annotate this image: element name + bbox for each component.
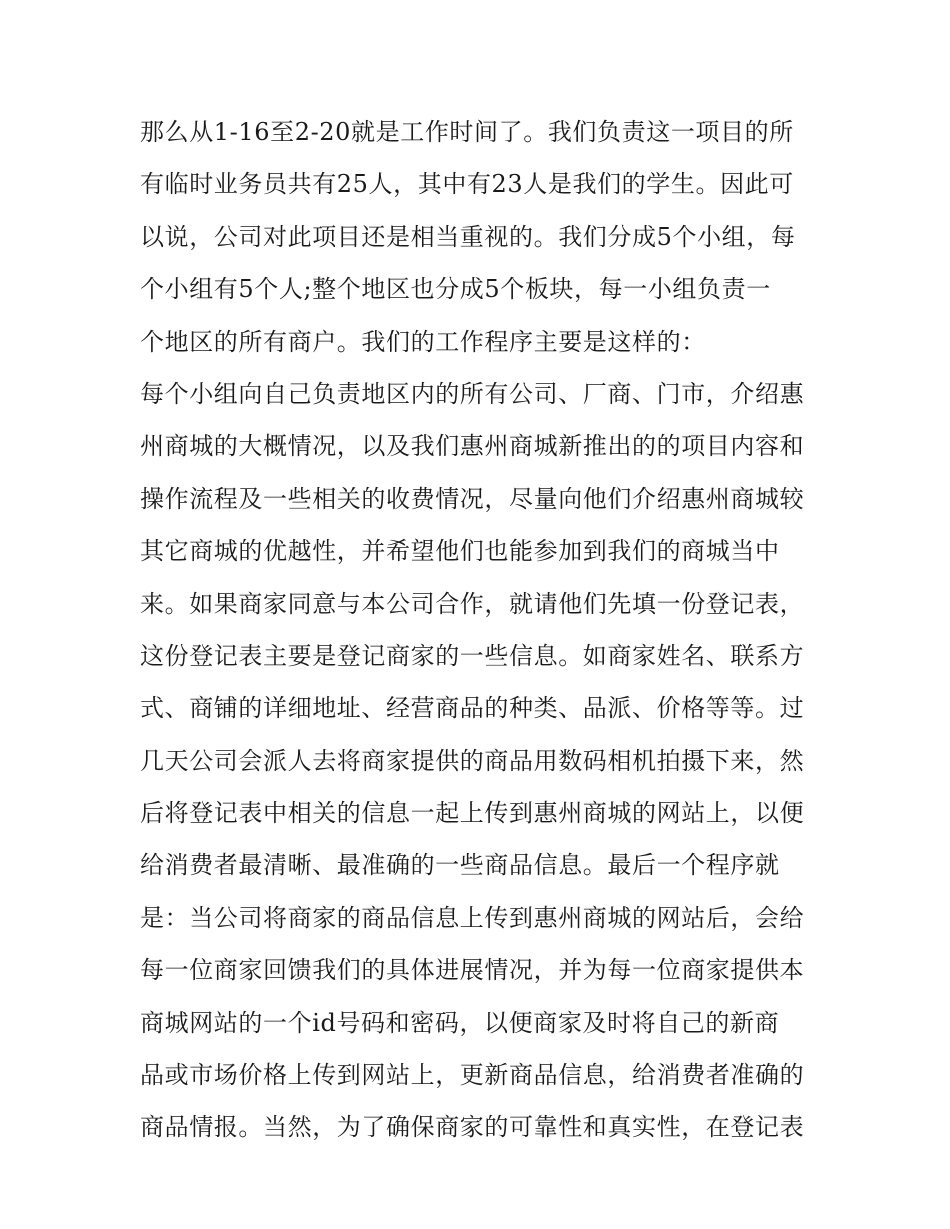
text-line: 商城网站的一个id号码和密码，以便商家及时将自己的新商 — [140, 1008, 780, 1037]
text-line: 来。如果商家同意与本公司合作，就请他们先填一份登记表， — [140, 589, 805, 618]
text-line: 后将登记表中相关的信息一起上传到惠州商城的网站上，以便 — [140, 799, 805, 828]
text-line: 个小组有5个人;整个地区也分成5个板块，每一小组负责一 — [140, 275, 771, 304]
text-line: 以说，公司对此项目还是相当重视的。我们分成5个小组，每 — [140, 222, 796, 251]
text-line: 式、商铺的详细地址、经营商品的种类、品派、价格等等。过 — [140, 694, 805, 723]
text-line: 给消费者最清晰、最准确的一些商品信息。最后一个程序就 — [140, 851, 780, 880]
text-line: 品或市场价格上传到网站上，更新商品信息，给消费者准确的 — [140, 1061, 805, 1090]
text-line: 有临时业务员共有25人，其中有23人是我们的学生。因此可 — [140, 170, 794, 199]
text-line: 每一位商家回馈我们的具体进展情况，并为每一位商家提供本 — [140, 956, 805, 985]
text-line: 那么从1-16至2-20就是工作时间了。我们负责这一项目的所 — [140, 118, 794, 146]
text-line: 操作流程及一些相关的收费情况，尽量向他们介绍惠州商城较 — [140, 484, 805, 513]
text-line: 是：当公司将商家的商品信息上传到惠州商城的网站后，会给 — [140, 903, 805, 932]
text-line: 其它商城的优越性，并希望他们也能参加到我们的商城当中 — [140, 537, 780, 566]
text-line: 州商城的大概情况，以及我们惠州商城新推出的的项目内容和 — [140, 432, 805, 461]
text-line: 几天公司会派人去将商家提供的商品用数码相机拍摄下来，然 — [140, 746, 805, 775]
body-text — [140, 106, 820, 1154]
text-line: 个地区的所有商户。我们的工作程序主要是这样的： — [140, 327, 706, 356]
text-line: 这份登记表主要是登记商家的一些信息。如商家姓名、联系方 — [140, 641, 805, 670]
text-line: 商品情报。当然，为了确保商家的可靠性和真实性，在登记表 — [140, 1113, 805, 1142]
text-line: 每个小组向自己负责地区内的所有公司、厂商、门市，介绍惠 — [140, 379, 805, 408]
